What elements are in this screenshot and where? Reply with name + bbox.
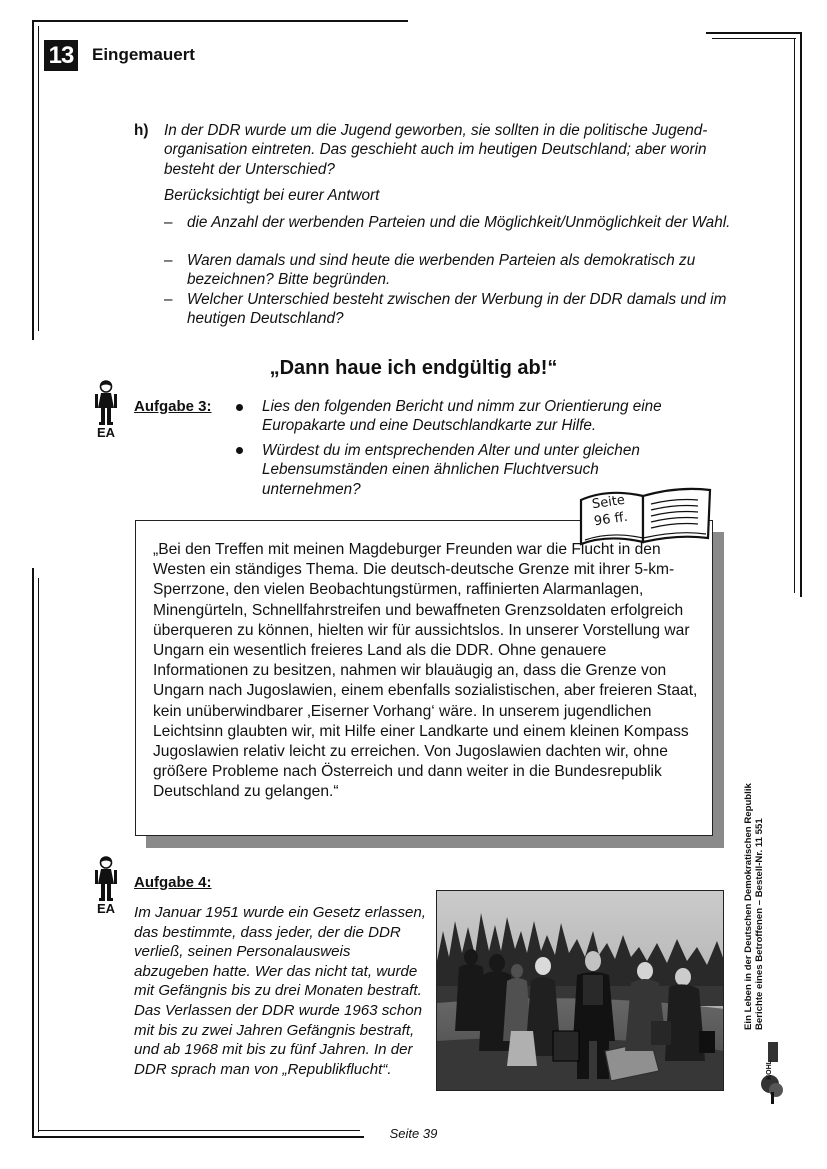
task3-bullet-1: Lies den folgenden Bericht und nimm zur Orientierung eine Europakarte und eine Deutschlandkarte zur Hilfe. bbox=[262, 398, 662, 435]
sidebar-order-number: Berichte eines Betroffenen – Bestell-Nr. 11 551 bbox=[754, 818, 765, 1030]
list-item-text: Waren damals und sind heute die werbenden Parteien als demokratisch zu bezeichnen? Bitte begründen. bbox=[187, 252, 696, 289]
task4-colon: : bbox=[206, 874, 212, 891]
section-h-question: In der DDR wurde um die Jugend geworben, sie sollten in die politische Jugend-organisation eintreten. Das geschieht auch im heutigen Deutschland; aber worin besteht der Unterschied? bbox=[164, 122, 708, 178]
bullet-dot bbox=[236, 447, 243, 454]
publisher-sidebar bbox=[743, 770, 765, 1030]
page-number: Seite 39 bbox=[389, 1126, 438, 1141]
sidebar-series-title: Ein Leben in der Deutschen Demokratischen Republik bbox=[743, 783, 754, 1030]
individual-work-marker bbox=[93, 380, 119, 440]
task3-bullet-2: Würdest du im entsprechenden Alter und unter gleichen Lebensumständen einen ähnlichen Fluchtversuch unternehmen? bbox=[262, 442, 640, 498]
open-book-icon bbox=[578, 478, 713, 546]
frame-top-left-vertical bbox=[32, 20, 34, 340]
bullet-dot bbox=[236, 404, 243, 411]
eyewitness-report: „Bei den Treffen mit meinen Magdeburger Freunden war die Flucht in den Westen ein ständiges Thema. Die deutsch-deutsche Grenze mit ihrer 5-km-Sperrzone, den vielen Beobachtungstürmen, raffinierten Alarmanlagen, Minengürteln, Schnellfahrstreifen und bewaffneten Grenzsoldaten erfolgreich überqueren zu können, hielten wir für aussichtslos. In unserer Vorstellung war Ungarn ein wesentlich freieres Land als die DDR. Ohne genauere Informationen zu besitzen, nahmen wir blauäugig an, dass die Grenze von Ungarn nach Jugoslawien, einem ebenfalls sozialistischen, aber freieren Staat, kein unüberwindbarer ‚Eiserner Vorhang‘ wäre. In unserem jugendlichen Leichtsinn glaubten wir, mit Hilfe einer Landkarte und einem kleinen Kompass Jugoslawien relativ leicht zu erreichen. Von Jugoslawien dachten wir, ohne größere Probleme nach Österreich und dann weiter in die Bundesrepublik Deutschland zu gelangen.“ bbox=[153, 541, 698, 801]
list-item-text: Welcher Unterschied besteht zwischen der Werbung in der DDR damals und im heutigen Deutschland? bbox=[187, 291, 727, 328]
frame-top-right-horizontal bbox=[706, 32, 802, 34]
book-reference bbox=[578, 478, 713, 546]
frame-top-right-horizontal-inner bbox=[712, 38, 796, 39]
tree-logo-icon bbox=[760, 1040, 786, 1106]
frame-left-vertical bbox=[32, 568, 34, 1138]
individual-work-marker bbox=[93, 856, 119, 916]
publisher-logo bbox=[760, 1040, 786, 1106]
task4-label bbox=[134, 874, 212, 891]
student-figure-icon bbox=[93, 380, 119, 426]
historical-photo bbox=[436, 890, 724, 1091]
frame-left-vertical-inner bbox=[38, 578, 39, 1132]
refugees-photo-image bbox=[437, 891, 724, 1091]
ea-badge: EA bbox=[96, 901, 116, 916]
frame-right-vertical-inner bbox=[794, 38, 795, 593]
book-page-ref-2: 96 ff. bbox=[593, 509, 629, 530]
section-h-consider: Berücksichtigt bei eurer Antwort bbox=[164, 187, 380, 204]
ea-badge: EA bbox=[96, 425, 116, 440]
task3-colon: : bbox=[206, 398, 212, 415]
chapter-number: 13 bbox=[44, 40, 78, 71]
frame-right-vertical bbox=[800, 32, 802, 597]
task3-label bbox=[134, 398, 212, 415]
task3-label-text: Aufgabe 3 bbox=[134, 398, 207, 415]
book-page-ref-1: Seite bbox=[591, 492, 626, 513]
dash-marker: – bbox=[164, 252, 173, 269]
frame-top-left-vertical-inner bbox=[38, 26, 39, 331]
dash-marker: – bbox=[164, 214, 173, 231]
story-heading: „Dann haue ich endgültig ab!“ bbox=[269, 357, 558, 379]
list-item-text: die Anzahl der werbenden Parteien und die Möglichkeit/Unmöglichkeit der Wahl. bbox=[187, 214, 731, 231]
student-figure-icon bbox=[93, 856, 119, 902]
frame-top-left-horizontal bbox=[32, 20, 408, 22]
section-h-label: h) bbox=[134, 122, 149, 139]
chapter-title: Eingemauert bbox=[92, 45, 195, 64]
task4-text: Im Januar 1951 wurde ein Gesetz erlassen, das bestimmte, dass jeder, der die DDR verließ, seinen Personalausweis abzugeben hatte. Wer das nicht tat, wurde mit Gefängnis bis zu drei Monaten bestraft. Das Verlassen der DDR wurde 1963 schon mit bis zu zwei Jahren Gefängnis bestraft, und ab 1968 mit bis zu fünf Jahren. In der DDR sprach man von „Republikflucht“. bbox=[134, 904, 426, 1078]
dash-marker: – bbox=[164, 291, 173, 308]
task4-label-text: Aufgabe 4 bbox=[134, 874, 207, 891]
publisher-logo-text: KOHL bbox=[766, 1060, 773, 1080]
